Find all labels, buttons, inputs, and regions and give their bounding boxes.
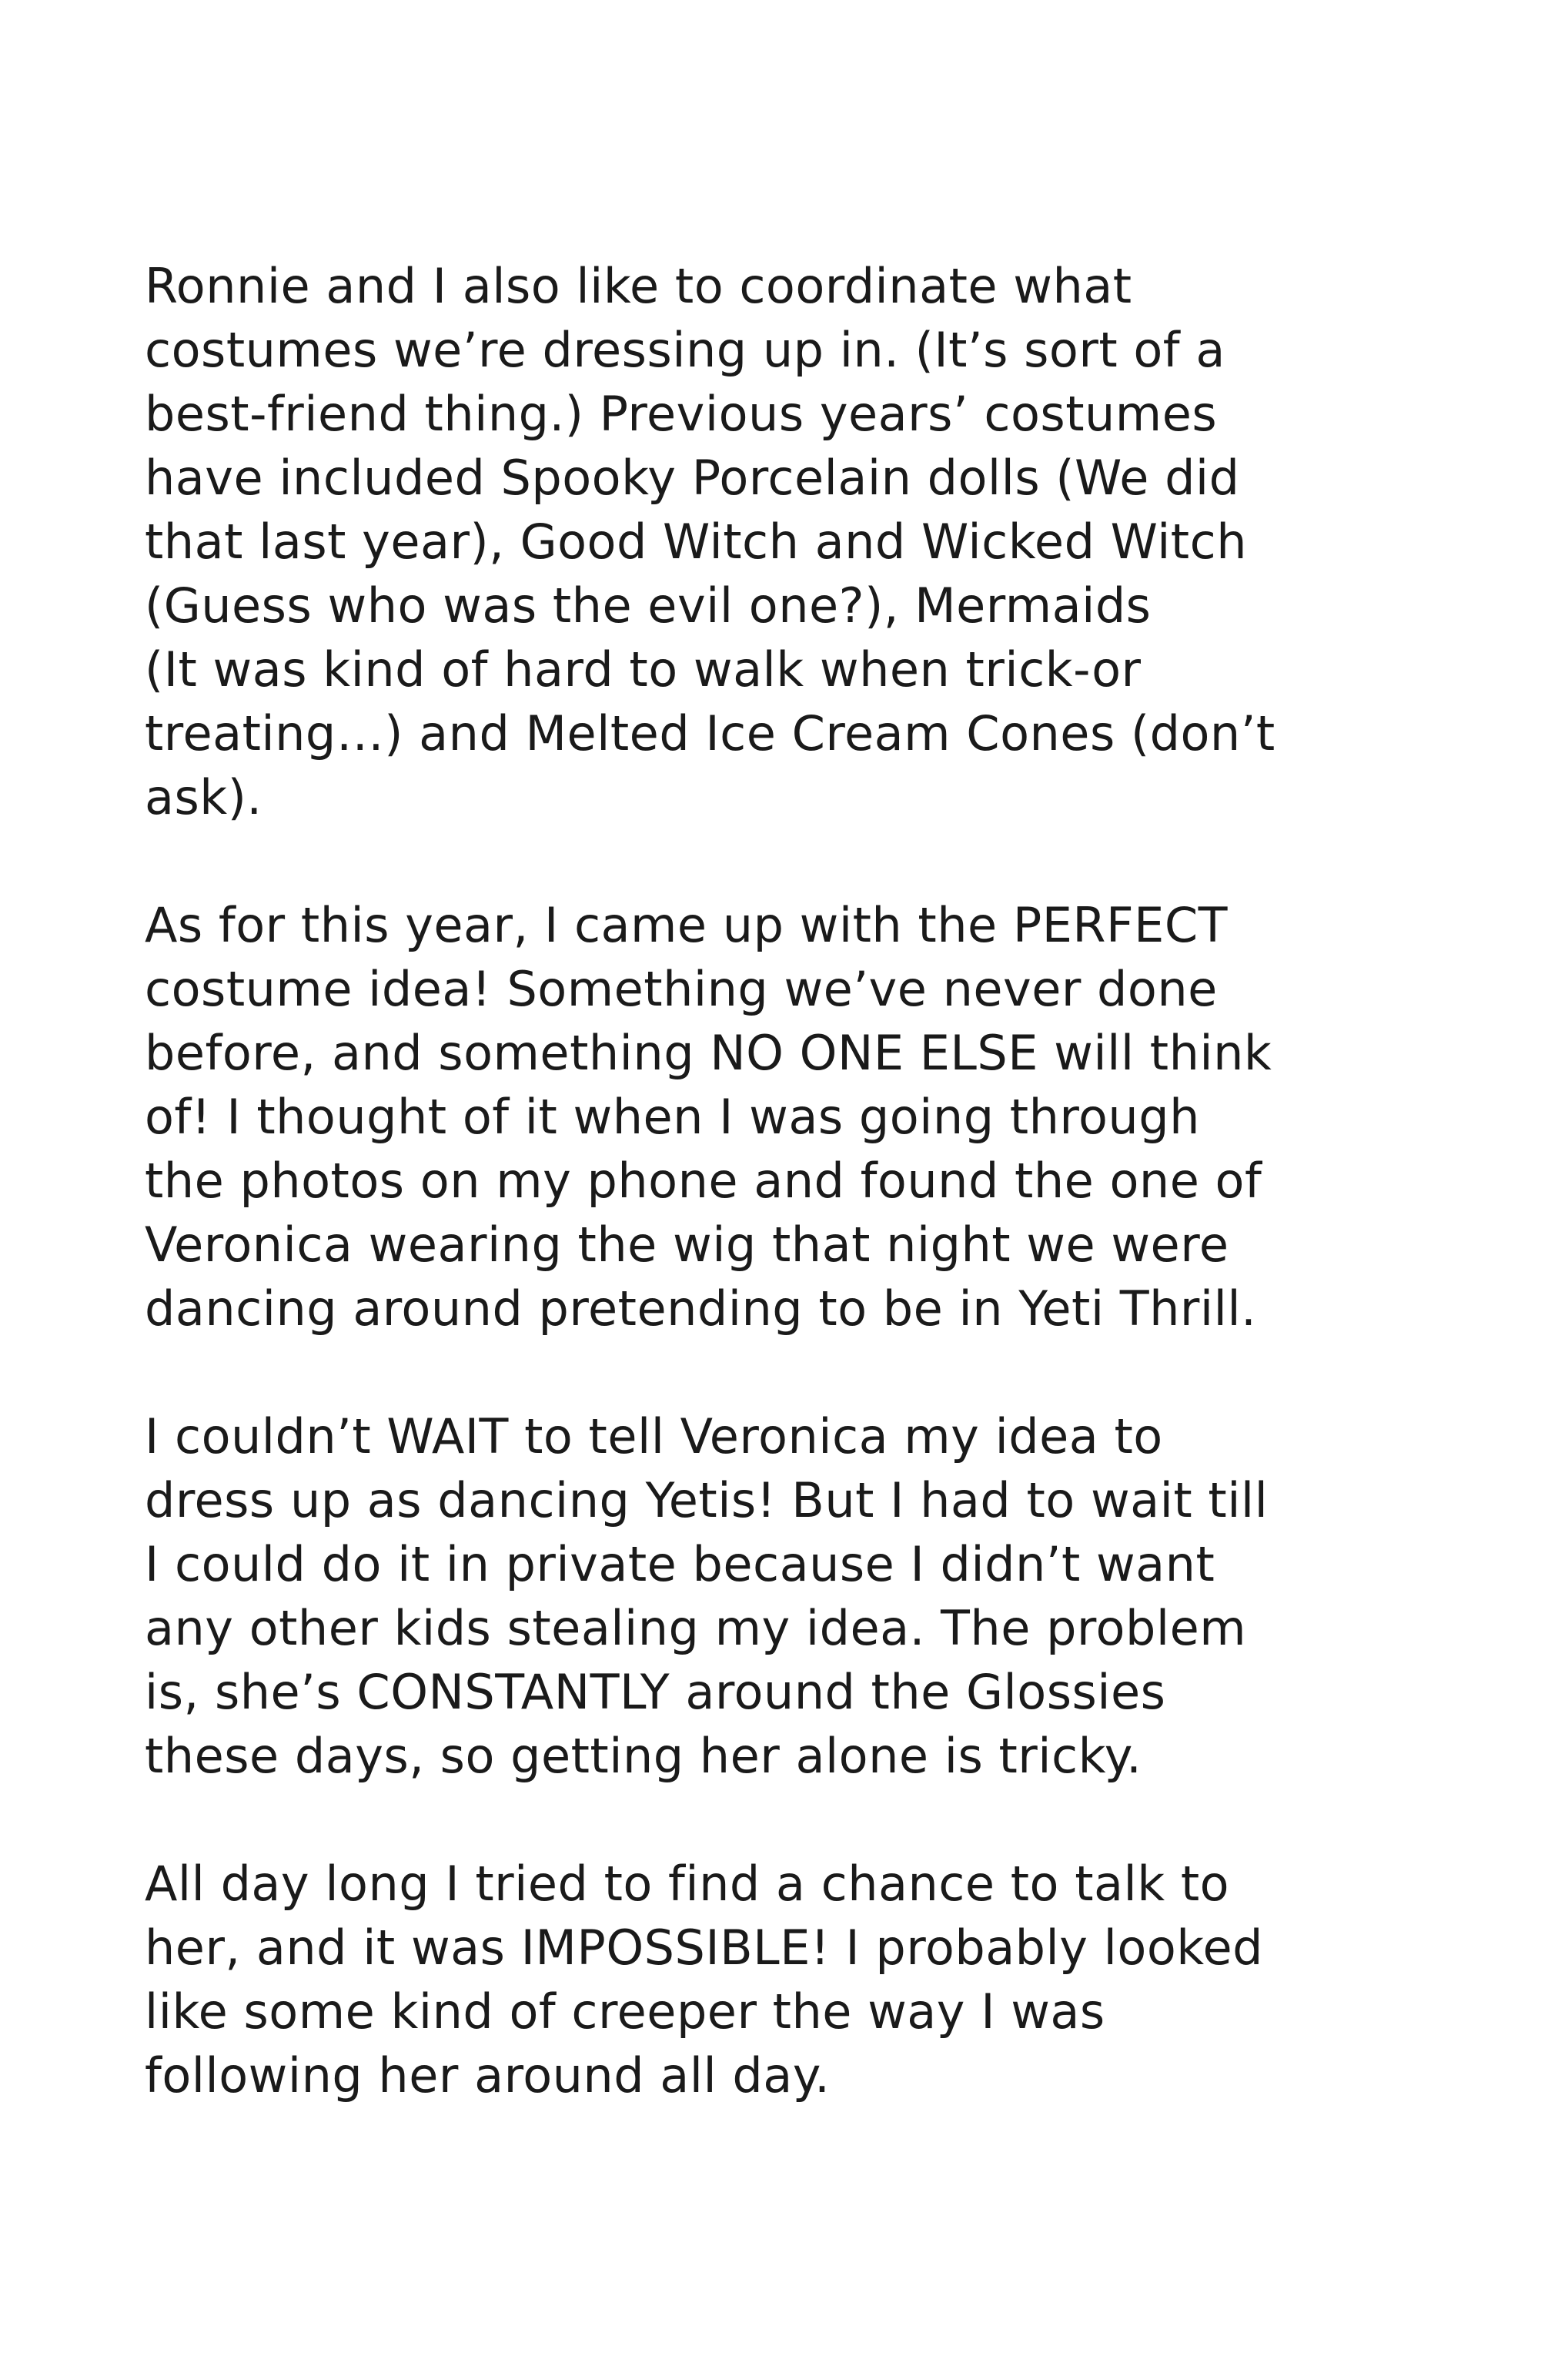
paragraph-following-her: [145, 1852, 1453, 2107]
text-line: any other kids stealing my idea. The problem: [145, 1600, 1247, 1656]
text-line: that last year), Good Witch and Wicked Witch: [145, 514, 1247, 570]
text-line: best-friend thing.) Previous years’ costumes: [145, 386, 1218, 442]
text-line: costumes we’re dressing up in. (It’s sort of a: [145, 322, 1225, 378]
text-line: her, and it was IMPOSSIBLE! I probably looked: [145, 1920, 1263, 1976]
text-line: costume idea! Something we’ve never done: [145, 961, 1218, 1017]
paragraph-costume-idea: [145, 893, 1453, 1341]
text-line: Veronica wearing the wig that night we were: [145, 1217, 1229, 1273]
text-line: is, she’s CONSTANTLY around the Glossies: [145, 1664, 1166, 1720]
text-line: ask).: [145, 769, 262, 825]
paragraph-telling-veronica: [145, 1404, 1453, 1788]
text-line: Ronnie and I also like to coordinate what: [145, 258, 1132, 314]
text-line: I could do it in private because I didn’t want: [145, 1536, 1215, 1592]
text-line: treating…) and Melted Ice Cream Cones (don’t: [145, 705, 1275, 761]
text-line: dress up as dancing Yetis! But I had to wait till: [145, 1472, 1269, 1528]
text-line: (Guess who was the evil one?), Mermaids: [145, 577, 1152, 634]
text-line: All day long I tried to find a chance to talk to: [145, 1856, 1230, 1912]
text-line: like some kind of creeper the way I was: [145, 1983, 1105, 2040]
text-line: I couldn’t WAIT to tell Veronica my idea to: [145, 1408, 1163, 1464]
text-line: following her around all day.: [145, 2047, 831, 2104]
text-line: As for this year, I came up with the PERFECT: [145, 897, 1228, 953]
paragraph-costume-history: [145, 254, 1453, 829]
page-text: [145, 254, 1453, 2171]
text-line: before, and something NO ONE ELSE will think: [145, 1025, 1272, 1081]
text-line: the photos on my phone and found the one of: [145, 1153, 1262, 1209]
text-line: have included Spooky Porcelain dolls (We did: [145, 450, 1240, 506]
text-line: dancing around pretending to be in Yeti Thrill.: [145, 1280, 1257, 1337]
text-line: of! I thought of it when I was going through: [145, 1089, 1200, 1145]
text-line: these days, so getting her alone is tricky.: [145, 1728, 1142, 1784]
text-line: (It was kind of hard to walk when trick-or: [145, 641, 1142, 698]
